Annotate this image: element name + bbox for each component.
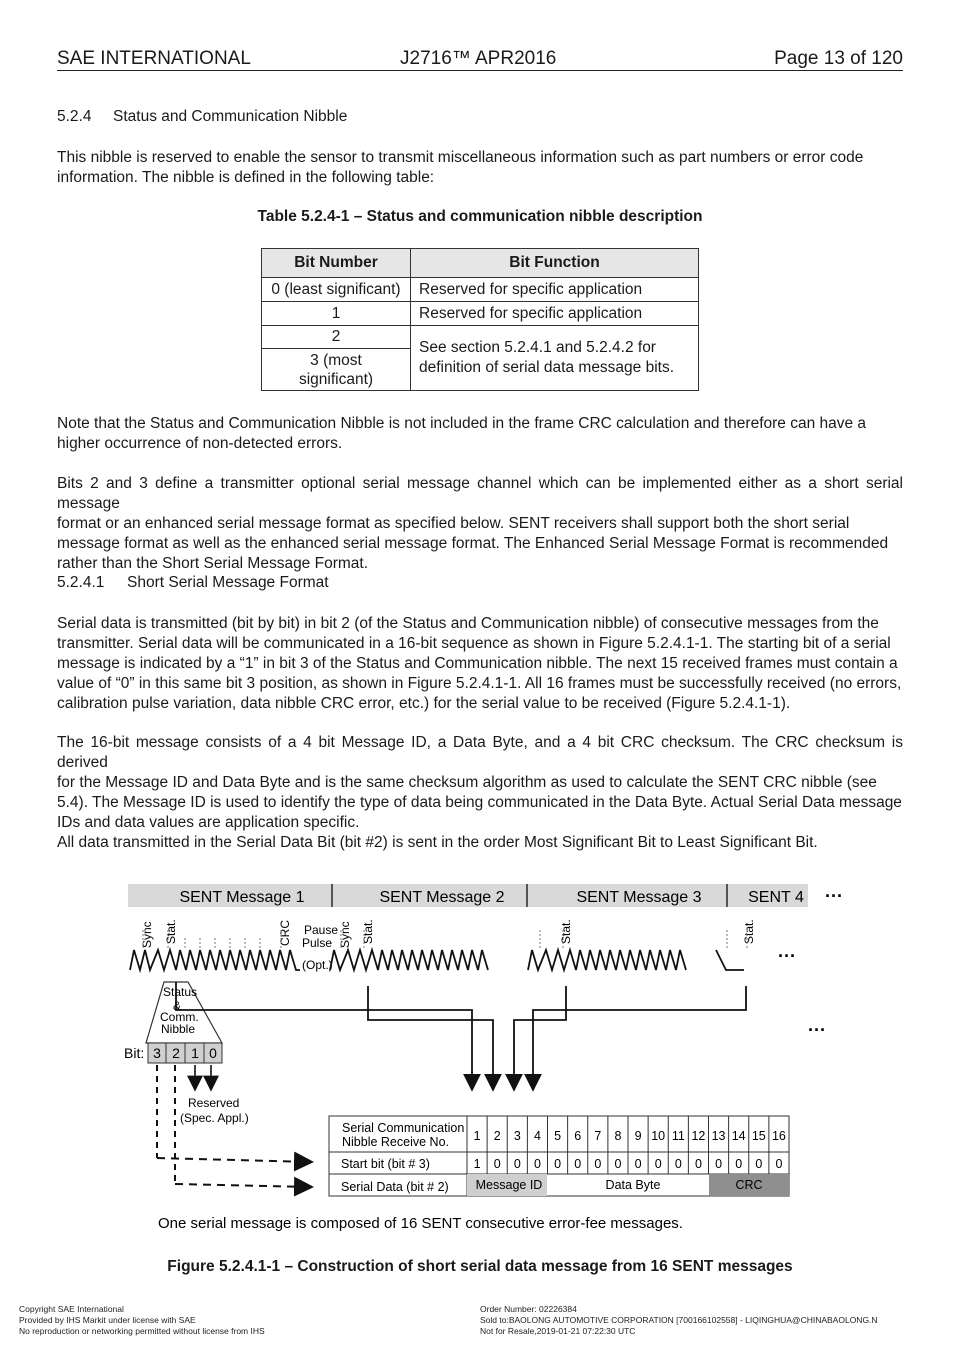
section-number: 5.2.4 — [57, 108, 92, 125]
status-box-line2: & — [173, 999, 182, 1013]
status-box-line3: Comm. — [160, 1010, 199, 1024]
stat-label-2: Stat. — [361, 919, 375, 944]
reserved-label-1: Reserved — [188, 1096, 240, 1110]
order-paragraph: All data transmitted in the Serial Data Bit (bit #2) is sent in the order Most Significant Bit to Least Significant Bit. — [57, 834, 818, 851]
start-bit-value: 0 — [715, 1157, 723, 1171]
serial-message-figure — [0, 870, 960, 1240]
table-caption: Table 5.2.4-1 – Status and communication nibble description — [257, 208, 703, 225]
reserved-label-2: (Spec. Appl.) — [180, 1111, 249, 1125]
message-2-label: SENT Message 2 — [379, 889, 505, 906]
intro-paragraph: This nibble is reserved to enable the sensor to transmit miscellaneous information such as part numbers or error code information. The nibble is defined in the following table: — [57, 149, 864, 186]
status-box-line4: Nibble — [161, 1022, 196, 1036]
stat-label-1: Stat. — [164, 919, 178, 944]
start-bit-value: 0 — [634, 1157, 642, 1171]
status-box-line1: Status — [163, 985, 198, 999]
stat-label-3: Stat. — [559, 919, 573, 944]
message-1-label: SENT Message 1 — [179, 889, 305, 906]
receive-number: 1 — [473, 1129, 481, 1143]
receive-number: 14 — [731, 1129, 746, 1143]
subsection-number: 5.2.4.1 — [57, 574, 105, 591]
field-crc: CRC — [735, 1178, 763, 1192]
receive-number: 11 — [671, 1129, 685, 1143]
table-row: 3 (most significant) — [262, 349, 411, 391]
start-bit-value: 0 — [674, 1157, 682, 1171]
header-rule — [57, 70, 903, 71]
pulse-label: Pulse — [302, 936, 333, 950]
ellipsis-2: ··· — [778, 946, 796, 966]
stat-label-4: Stat. — [742, 919, 756, 944]
start-bit-value: 0 — [594, 1157, 602, 1171]
start-bit-label: Start bit (bit # 3) — [341, 1157, 430, 1171]
bits-paragraph: Bits 2 and 3 define a transmitter optional serial message channel which can be implemented either as a short serial message format or an enhanced serial message format as specified below. SENT receivers shall support both the short serial message format as well as the enhanced serial message format. The Enhanced Serial Message Format is recommended rather than the Short Serial Message Format. — [57, 475, 903, 572]
receive-number: 2 — [493, 1129, 501, 1143]
header-page: Page 13 of 120 — [774, 48, 903, 69]
pulse-train — [130, 950, 300, 970]
table-row: 2 — [262, 326, 411, 349]
receive-number: 12 — [691, 1129, 706, 1143]
receive-number: 6 — [574, 1129, 582, 1143]
receive-number: 7 — [594, 1129, 602, 1143]
receive-number: 16 — [771, 1129, 786, 1143]
message-4-label: SENT 4 — [748, 889, 804, 906]
receive-number: 5 — [554, 1129, 562, 1143]
field-message-id: Message ID — [475, 1178, 543, 1192]
start-bit-value: 1 — [473, 1157, 481, 1171]
footer-left: Copyright SAE International Provided by IHS Markit under license with SAE No reproduction or networking permitted without license from IHS — [19, 1304, 265, 1336]
bit-3: 3 — [153, 1045, 161, 1061]
table-row: 0 (least significant) — [262, 278, 411, 302]
start-bit-value: 0 — [755, 1157, 763, 1171]
table-cell: Reserved for specific application — [411, 302, 699, 326]
serial-data-label: Serial Data (bit # 2) — [341, 1180, 449, 1194]
start-bit-value: 0 — [554, 1157, 562, 1171]
header-center: J2716™ APR2016 — [400, 48, 557, 69]
start-bit-value: 0 — [614, 1157, 622, 1171]
bit-2: 2 — [172, 1045, 180, 1061]
opt-label: (Opt.) — [302, 958, 333, 972]
receive-number: 13 — [711, 1129, 726, 1143]
table-row: 1 — [262, 302, 411, 326]
ellipsis-1: ··· — [825, 886, 843, 906]
table-cell: Reserved for specific application — [411, 278, 699, 302]
section-title: Status and Communication Nibble — [113, 108, 348, 125]
message-3-label: SENT Message 3 — [576, 889, 702, 906]
bit-1: 1 — [191, 1045, 199, 1061]
sync-label: Sync — [140, 921, 154, 948]
crc-label: CRC — [278, 920, 292, 946]
start-bit-value: 0 — [775, 1157, 783, 1171]
bit-0: 0 — [209, 1045, 217, 1061]
start-bit-value: 0 — [654, 1157, 662, 1171]
pause-label: Pause — [304, 923, 339, 937]
field-data-byte: Data Byte — [605, 1178, 661, 1192]
col-bit-number: Bit Number — [262, 249, 411, 278]
figure-note: One serial message is composed of 16 SENT consecutive error-fee messages. — [158, 1215, 683, 1232]
receive-number: 8 — [614, 1129, 622, 1143]
note-paragraph: Note that the Status and Communication Nibble is not included in the frame CRC calculation and therefore can have a higher occurrence of non-detected errors. — [57, 415, 867, 452]
message-paragraph: The 16-bit message consists of a 4 bit Message ID, a Data Byte, and a 4 bit CRC checksum. The CRC checksum is derived for the Message ID and Data Byte and is the same checksum algorithm as used to calculate the SENT CRC nibble (see 5.4). The Message ID is used to identify the type of data being communicated in the Data Byte. Actual Serial Data message IDs and data values are application specific. — [57, 734, 903, 831]
nibble-table — [261, 248, 699, 391]
start-bit-value: 0 — [694, 1157, 702, 1171]
header-left: SAE INTERNATIONAL — [57, 48, 251, 69]
receive-number: 3 — [513, 1129, 521, 1143]
receive-header-2: Nibble Receive No. — [342, 1135, 449, 1149]
start-bit-value: 0 — [735, 1157, 743, 1171]
receive-header-1: Serial Communication — [342, 1121, 465, 1135]
footer-right: Order Number: 02226384 Sold to:BAOLONG AUTOMOTIVE CORPORATION [700166102558] - LIQINGHUA@CHINABAOLONG.N Not for Resale,2019-01-21 07:22:30 UTC — [480, 1304, 878, 1336]
subsection-title: Short Serial Message Format — [127, 574, 329, 591]
bit-label: Bit: — [124, 1045, 145, 1061]
start-bit-value: 0 — [574, 1157, 582, 1171]
ellipsis-3: ··· — [808, 1020, 826, 1040]
col-bit-function: Bit Function — [411, 249, 699, 278]
start-bit-value: 0 — [533, 1157, 541, 1171]
receive-number: 15 — [751, 1129, 766, 1143]
table-merged-cell: See section 5.2.4.1 and 5.2.4.2 for definition of serial data message bits. — [411, 326, 699, 391]
start-bit-value: 0 — [493, 1157, 501, 1171]
start-bit-value: 0 — [513, 1157, 521, 1171]
receive-number: 4 — [533, 1129, 541, 1143]
receive-number: 9 — [634, 1129, 642, 1143]
serial-paragraph: Serial data is transmitted (bit by bit) in bit 2 (of the Status and Communication nibble) of consecutive messages from the transmitter. Serial data will be communicated in a 16-bit sequence as shown in Figure 5.2.4.1-1. The starting bit of a serial message is indicated by a “1” in bit 3 of the Status and Communication nibble. The next 15 received frames must contain a value of “0” in this same bit 3 position, as shown in Figure 5.2.4.1-1. All 16 frames must be successfully received (no errors, calibration pulse variation, data nibble CRC error, etc.) for the serial value to be received (Figure 5.2.4.1-1). — [57, 615, 902, 712]
sync-label-2: Sync — [338, 921, 352, 948]
figure-caption: Figure 5.2.4.1-1 – Construction of short serial data message from 16 SENT messages — [167, 1258, 793, 1275]
receive-number: 10 — [651, 1129, 666, 1143]
